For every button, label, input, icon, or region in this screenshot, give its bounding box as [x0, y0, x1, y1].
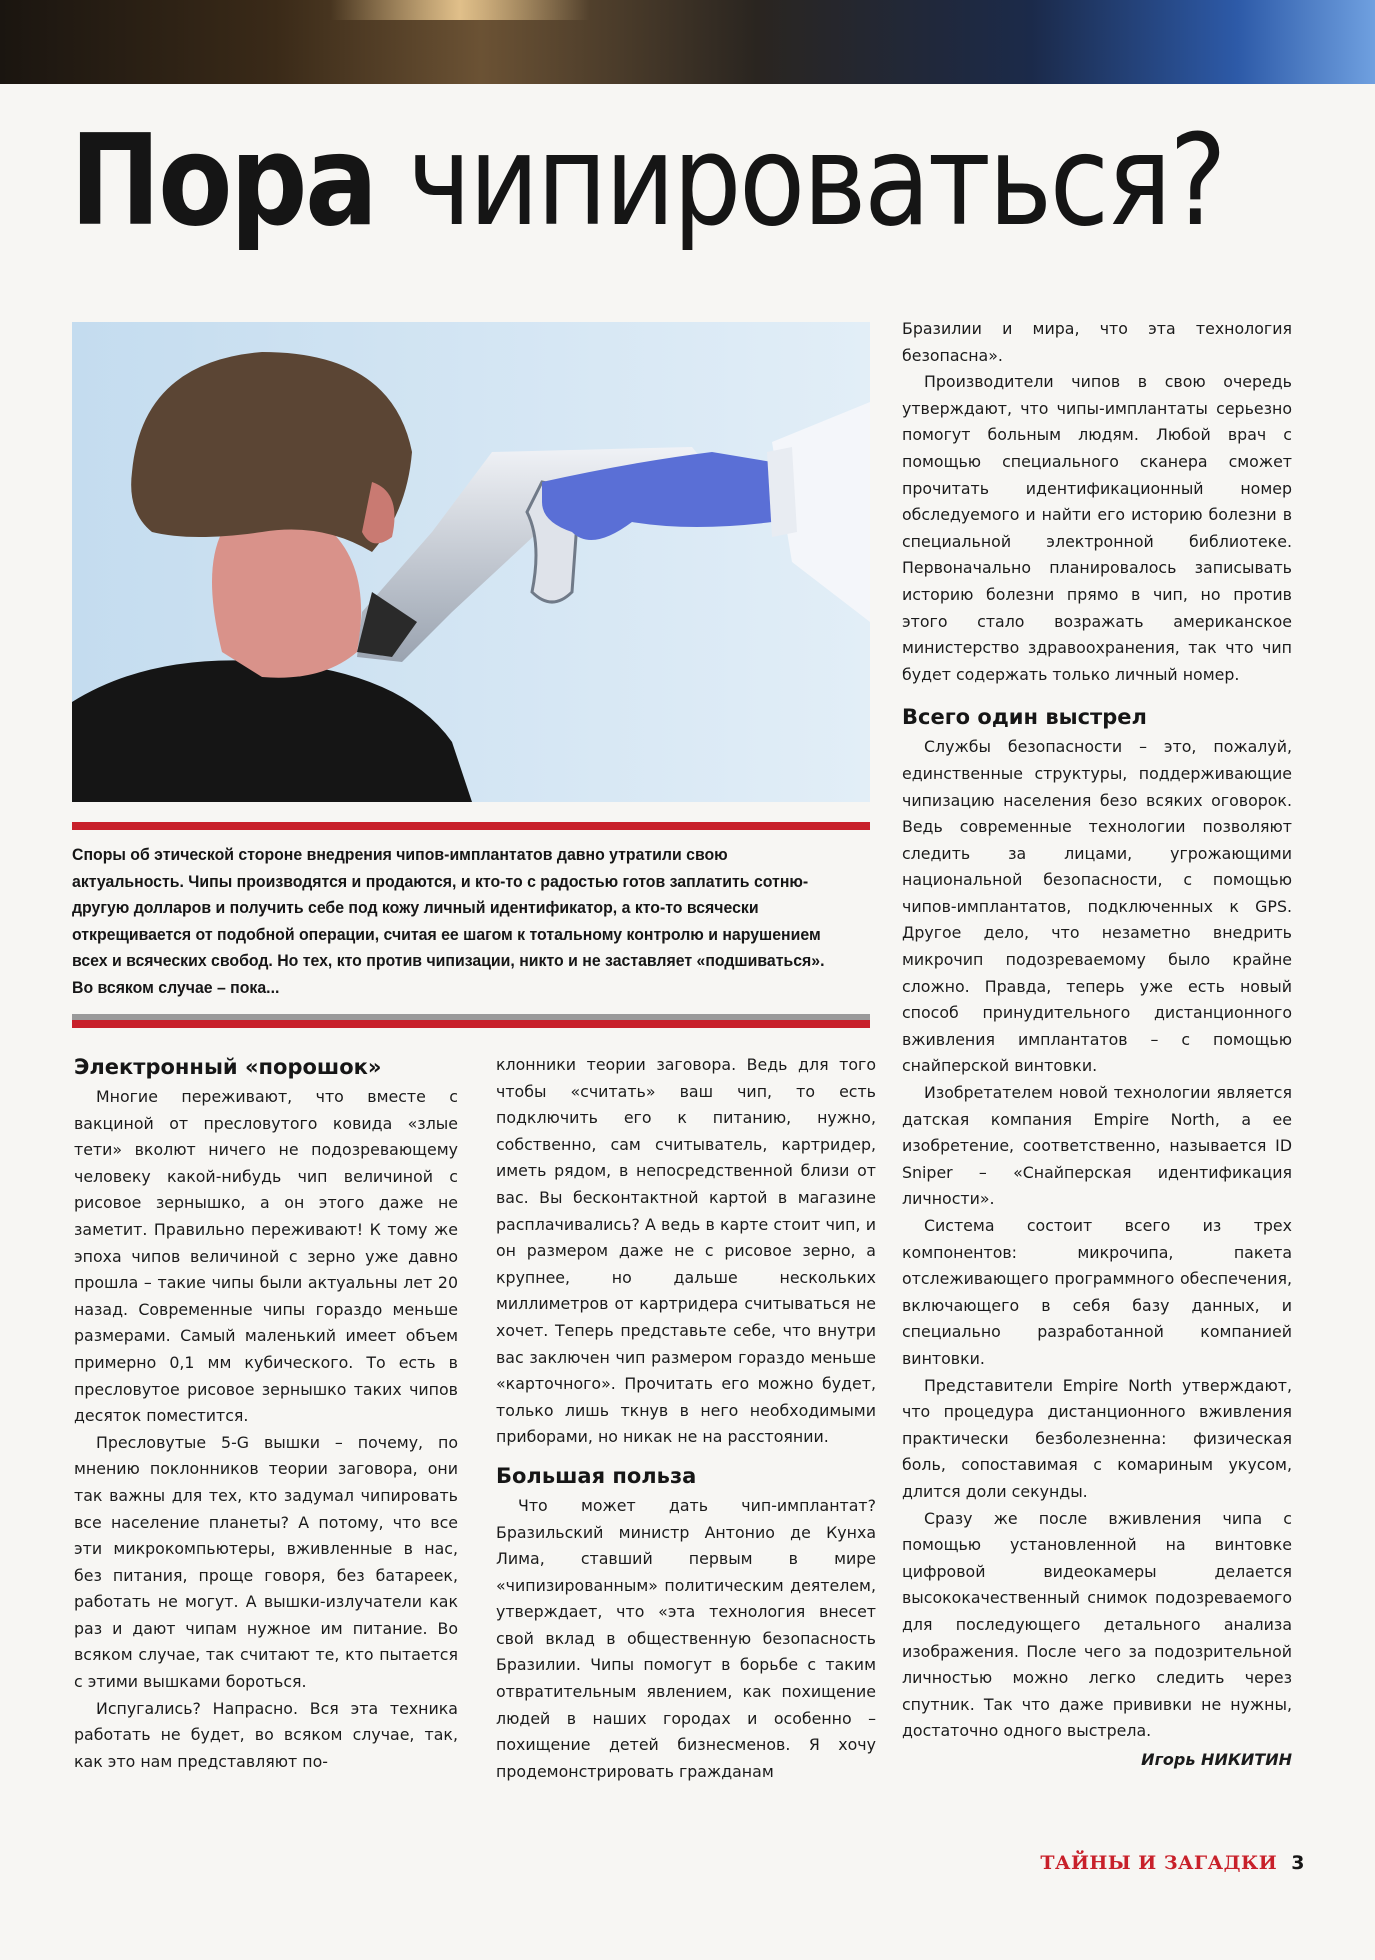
- page-footer: [1040, 1852, 1305, 1874]
- paragraph: Изобретателем новой технологии является датская компания Empire North, а ее изобретение, соответственно, называется ID Sniper – «Снайперская идентификация личности».: [902, 1083, 1292, 1209]
- column-3: [902, 316, 1292, 1773]
- lead-top-rule: [72, 822, 870, 830]
- neck-shape: [212, 517, 361, 678]
- cover-bleed-strip: [0, 0, 1375, 84]
- photo-illustration: [72, 322, 870, 802]
- paragraph: Что может дать чип-имплантат? Бразильский министр Антонио де Кунха Лима, ставший первым в мире «чипизированным» политическим деятелем, утверждает, что «эта технология внесет свой вклад в общественную безопасность Бразилии. Чипы помогут в борьбе с таким отвратительным явлением, как похищение людей в наших городах и особенно – похищение детей бизнесменов. Я хочу продемонстрировать гражданам: [496, 1495, 876, 1781]
- article-title: [70, 107, 1225, 254]
- page-number: 3: [1291, 1852, 1305, 1874]
- paragraph: Многие переживают, что вместе с вакциной от пресловутого ковида «злые тети» вколют ничего не подозревающему человеку какой-нибудь чип величиной с рисовое зернышко, а он этого даже не заметит. Правильно переживают! К тому же эпоха чипов величиной с зерно уже давно прошла – такие чипы были актуальны лет 20 назад. Современные чипы гораздо меньше размерами. Самый маленький имеет объем примерно 0,1 мм кубического. То есть в пресловутое рисовое зернышко таких чипов десяток поместится.: [74, 1087, 458, 1426]
- strip-highlight: [330, 0, 590, 20]
- paragraph: Испугались? Напрасно. Вся эта техника работать не будет, во всяком случае, так, как это нам представляют по-: [74, 1698, 458, 1771]
- paragraph: Система состоит всего из трех компонентов: микрочипа, пакета отслеживающего программного обеспечения, включающего в себя базу данных, и специально разработанной компанией винтовки.: [902, 1216, 1292, 1368]
- column-2: [496, 1052, 876, 1785]
- paragraph: Сразу же после вживления чипа с помощью установленной на винтовке цифровой видеокамеры делается высококачественный снимок подозреваемого для последующего детального анализа изображения. После чего за подозрительной личностью можно легко следить через спутник. Так что даже прививки не нужны, достаточно одного выстрела.: [902, 1508, 1292, 1741]
- sleeve-cuff: [767, 447, 797, 537]
- paragraph: Службы безопасности – это, пожалуй, единственные структуры, поддерживающие чипизацию населения безо всяких оговорок. Ведь современные технологии позволяют следить за лицами, угрожающими национальной безопасности, с помощью чипов-имплантатов, подключенных к GPS. Другое дело, что незаметно внедрить микрочип подозреваемому было крайне сложно. Правда, теперь уже есть новый способ принудительного дистанционного вживления имплантатов – с помощью снайперской винтовки.: [902, 737, 1292, 1076]
- section-heading-big-benefit: Большая польза: [496, 1463, 697, 1488]
- paragraph: клонники теории заговора. Ведь для того чтобы «считать» ваш чип, то есть подключить его к питанию, нужно, собственно, сам считыватель, картридер, иметь рядом, в непосредственной близи от вас. Вы бесконтактной картой в магазине расплачивались? А ведь в карте стоит чип, и он размером даже не с рисовое зерно, а крупнее, но дальше нескольких миллиметров от картридера считываться не хочет. Теперь представьте себе, что внутри вас заключен чип размером гораздо меньше «карточного». Прочитать его можно будет, только лишь ткнув в него необходимыми приборами, но никак не на расстоянии.: [496, 1055, 876, 1447]
- title-rest: чипироваться?: [407, 107, 1225, 254]
- author-byline: Игорь НИКИТИН: [1141, 1749, 1292, 1769]
- magazine-name: ТАЙНЫ И ЗАГАДКИ: [1040, 1852, 1278, 1874]
- title-bold-word: Пора: [70, 107, 376, 254]
- section-heading-electronic-powder: Электронный «порошок»: [74, 1055, 382, 1079]
- paragraph: Бразилии и мира, что эта технология безопасна».: [902, 319, 1292, 365]
- lead-paragraph: Споры об этической стороне внедрения чипов-имплантатов давно утратили свою актуальность. Чипы производятся и продаются, и кто-то с радостью готов заплатить сотню-другую долларов и получить себе под кожу личный идентификатор, а кто-то всячески открещивается от подобной операции, считая ее шагом к тотальному контролю и нарушением всех и всяческих свобод. Но тех, кто против чипизации, никто и не заставляет «подшиваться». Во всяком случае – пока...: [72, 845, 825, 997]
- article-photo: [72, 322, 870, 802]
- paragraph: Представители Empire North утверждают, что процедура дистанционного вживления практически безболезненна: физическая боль, сопоставимая с комариным укусом, длится доли секунды.: [902, 1375, 1292, 1501]
- lead-bottom-red-rule: [72, 1020, 870, 1028]
- column-1: [74, 1052, 458, 1775]
- paragraph: Пресловутые 5-G вышки – почему, по мнению поклонников теории заговора, они так важны для тех, кто задумал чипировать все население планеты? А потому, что все эти микрокомпьютеры, вживленные в нас, без питания, проще говоря, без батареек, работать не могут. А вышки-излучатели как раз и дают чипам нужное им питание. Во всяком случае, так считают те, кто пытается с этими вышками бороться.: [74, 1432, 458, 1692]
- paragraph: Производители чипов в свою очередь утверждают, что чипы-имплантаты серьезно помогут больным людям. Любой врач с помощью специального сканера сможет прочитать идентификационный номер обследуемого и найти его историю болезни в специальной электронной библиотеке. Первоначально планировалось записывать историю болезни прямо в чип, но против этого стало возражать американское министерство здравоохранения, так что чип будет содержать только личный номер.: [902, 372, 1292, 684]
- section-heading-one-shot: Всего один выстрел: [902, 705, 1147, 730]
